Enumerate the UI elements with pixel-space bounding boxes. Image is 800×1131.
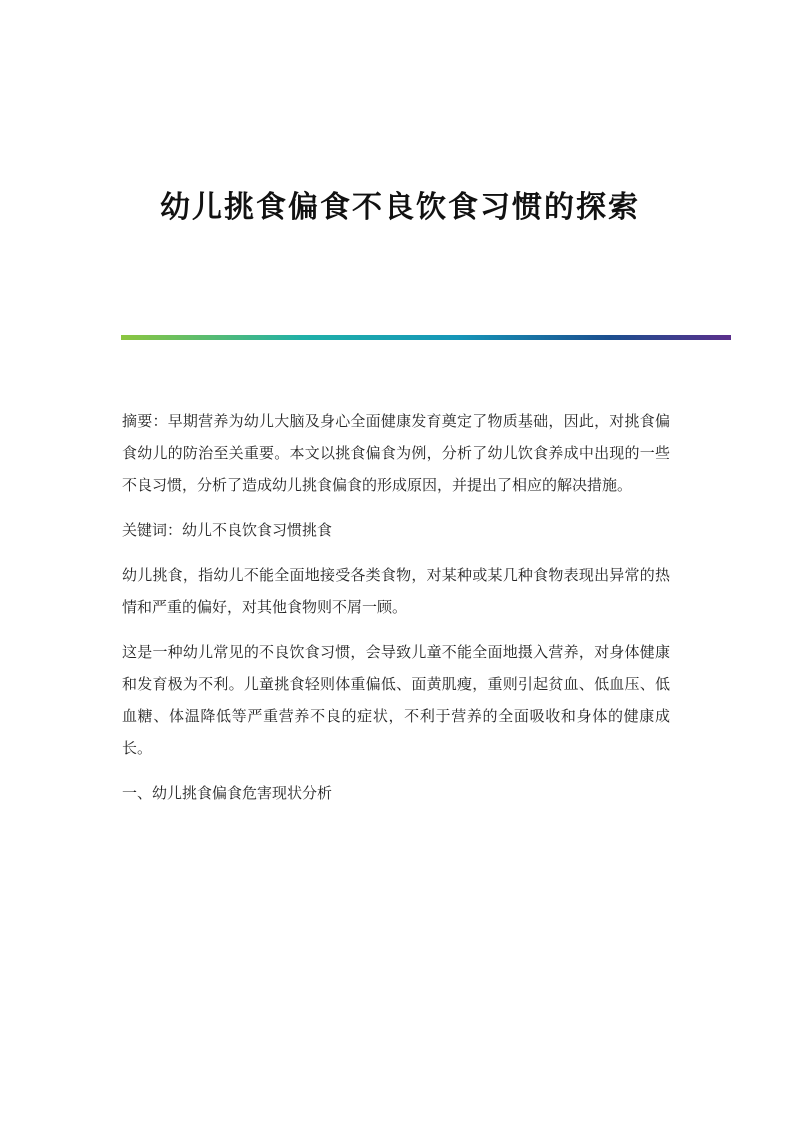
body-paragraph-1: 幼儿挑食，指幼儿不能全面地接受各类食物，对某种或某几种食物表现出异常的热情和严重的偏好，对其他食物则不屑一顾。 (122, 566, 670, 616)
abstract-label: 摘要： (122, 412, 168, 430)
keywords-label: 关键词： (122, 521, 183, 539)
keywords-text: 幼儿不良饮食习惯挑食 (182, 521, 333, 539)
abstract-text: 早期营养为幼儿大脑及身心全面健康发育奠定了物质基础，因此，对挑食偏食幼儿的防治至关重要。本文以挑食偏食为例，分析了幼儿饮食养成中出现的一些不良习惯，分析了造成幼儿挑食偏食的形成原因，并提出了相应的解决措施。 (122, 412, 670, 494)
document-title: 幼儿挑食偏食不良饮食习惯的探索 (160, 190, 640, 225)
abstract-paragraph (122, 405, 670, 501)
document-body (122, 405, 670, 822)
keywords-paragraph (122, 514, 670, 546)
gradient-divider (121, 335, 731, 340)
section-heading: 一、幼儿挑食偏食危害现状分析 (122, 784, 333, 802)
body-paragraph-2: 这是一种幼儿常见的不良饮食习惯，会导致儿童不能全面地摄入营养，对身体健康和发育极为不利。儿童挑食轻则体重偏低、面黄肌瘦，重则引起贫血、低血压、低血糖、体温降低等严重营养不良的症状，不利于营养的全面吸收和身体的健康成长。 (122, 643, 670, 757)
